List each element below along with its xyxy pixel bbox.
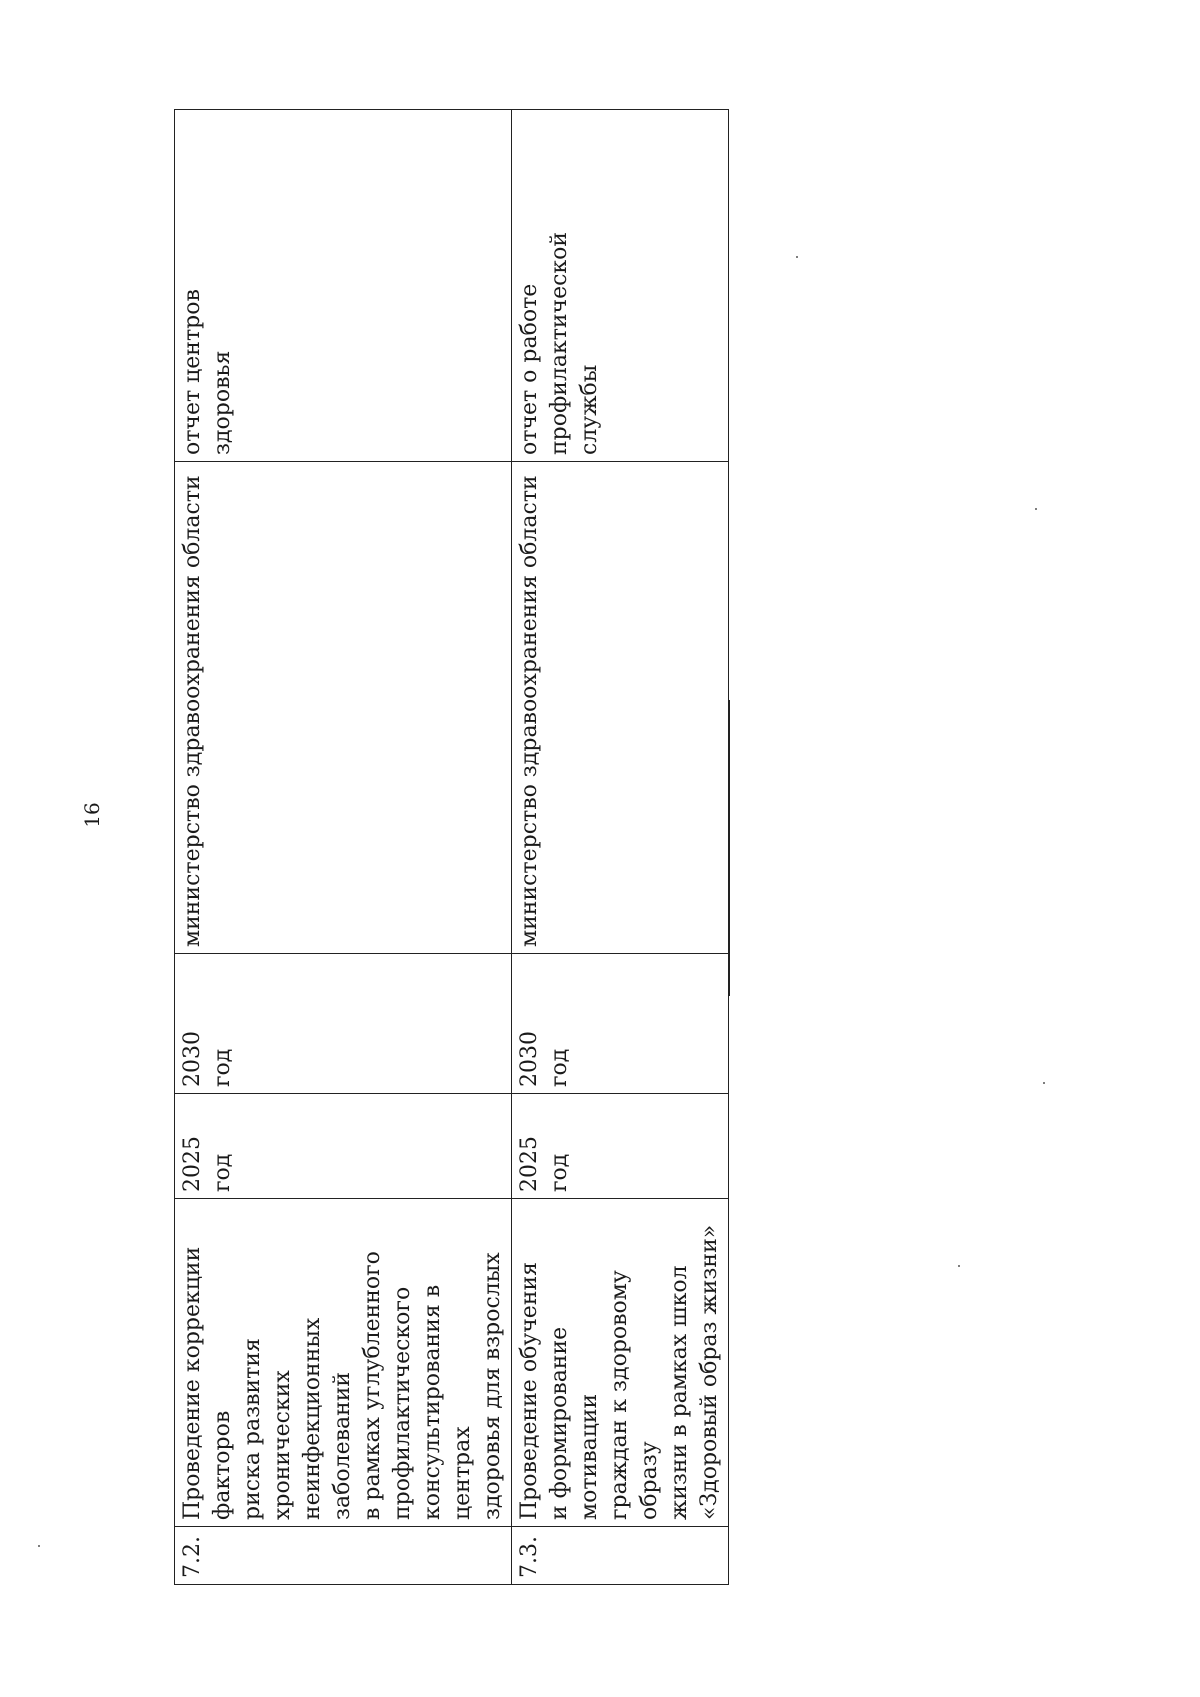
event-description: Проведение коррекции факторов риска развития хронических неинфекционных заболеваний в рамках углубленного профилактического консультирования в центрах здоровья для взрослых [175,1199,512,1527]
rotated-table-area [174,110,1200,1578]
scan-speck [1035,508,1037,510]
table-row [512,110,729,1585]
responsible-executor: министерство здравоохранения области [512,462,729,954]
end-rule [728,700,730,996]
landscape-content [174,110,722,1585]
scan-speck [1043,1082,1045,1084]
report-form: отчет о работе профилактической службы [512,110,729,462]
scan-speck [38,1545,40,1547]
report-form: отчет центров здоровья [175,110,512,462]
start-year: 2025 год [512,1094,729,1199]
event-description: Проведение обучения и формирование мотивации граждан к здоровому образу жизни в рамках школ «Здоровый образ жизни» [512,1199,729,1527]
end-year: 2030 год [175,954,512,1094]
responsible-executor: министерство здравоохранения области [175,462,512,954]
start-year: 2025 год [175,1094,512,1199]
measures-table [174,109,729,1585]
end-year: 2030 год [512,954,729,1094]
scan-speck [958,1265,960,1267]
table-row [175,110,512,1585]
row-number: 7.3. [512,1527,729,1585]
page-number: 16 [80,802,104,828]
scan-speck [796,256,798,258]
row-number: 7.2. [175,1527,512,1585]
